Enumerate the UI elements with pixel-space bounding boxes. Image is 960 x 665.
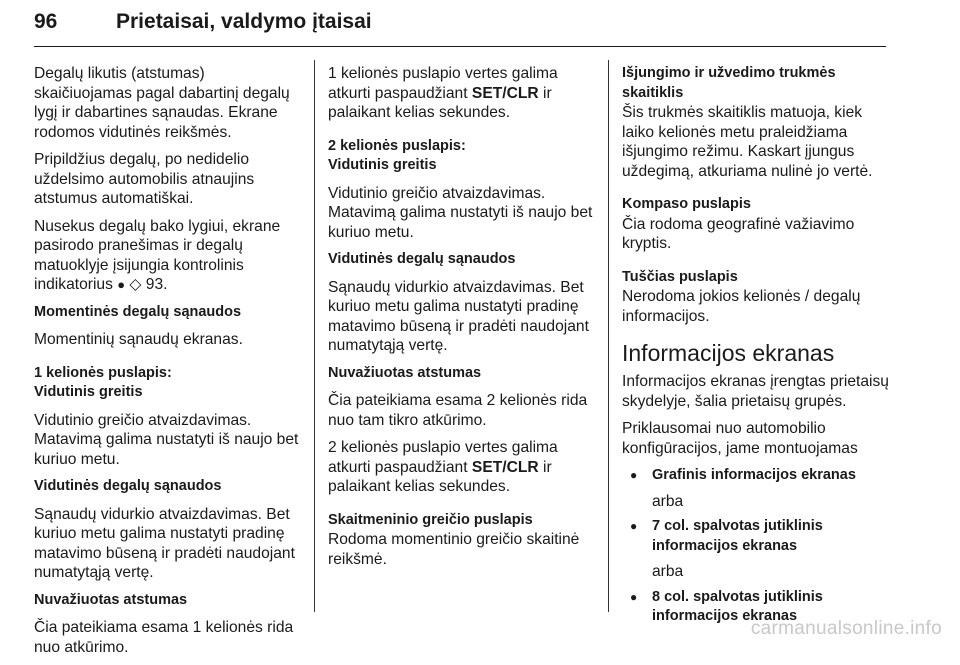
paragraph-text: 1 kelionės puslapio vertes galima atkurti paspaudžiant [328, 65, 558, 102]
column-1 [34, 64, 304, 665]
subheading: Nuvažiuotas atstumas [328, 364, 482, 381]
list-item: ● 7 col. spalvotas jutiklinis informacijos ekranas [622, 517, 892, 556]
watermark: carmanualsonline.info [750, 618, 942, 639]
paragraph: Degalų likutis (atstumas) skaičiuojamas pagal dabartinį degalų lygį ir dabartines sąnaudas. Ekrane rodomos vidutinės reikšmės. [34, 65, 290, 141]
column-2 [328, 64, 596, 577]
section-heading: Informacijos ekranas [622, 340, 835, 366]
paragraph: Čia pateikiama esama 1 kelionės rida nuo atkūrimo. [34, 619, 294, 656]
column-divider [608, 60, 609, 612]
page-header [34, 8, 886, 47]
paragraph: Momentinių sąnaudų ekranas. [34, 331, 243, 348]
page-reference: 93. [145, 276, 168, 293]
subheading: 2 kelionės puslapis: [328, 137, 466, 154]
button-name: SET/CLR [471, 84, 539, 102]
paragraph: Sąnaudų vidurkio atvaizdavimas. Bet kuriuo metu galima nustatyti pradinę matavimo būseną ir pradėti naudojant numatytąją vertę. [34, 505, 295, 581]
subheading: Tuščias puslapis [622, 268, 738, 285]
paragraph: Čia pateikiama esama 2 kelionės rida nuo tam tikro atkūrimo. [328, 392, 588, 429]
paragraph: Pripildžius degalų, po nedidelio uždelsimo automobilis atnaujins atstumus automatiškai. [34, 151, 255, 207]
list-item: ● Grafinis informacijos ekranas [622, 466, 892, 486]
list-connector: arba [652, 563, 684, 580]
paragraph: Čia rodoma geografinė važiavimo kryptis. [622, 215, 855, 252]
list-connector: arba [652, 492, 684, 510]
paragraph [328, 438, 596, 497]
page-ref-icon: ◇ [129, 276, 142, 293]
paragraph: Sąnaudų vidurkio atvaizdavimas. Bet kuriuo metu galima nustatyti pradinę matavimo būseną ir pradėti naudojant numatytąją vertę. [328, 278, 589, 354]
paragraph: Nerodoma jokios kelionės / degalų informacijos. [622, 288, 861, 325]
paragraph: Priklausomai nuo automobilio konfigūracijos, jame montuojamas [622, 420, 858, 457]
paragraph-text: ir palaikant kelias sekundes. [328, 458, 552, 495]
button-name: SET/CLR [471, 458, 539, 476]
paragraph-text: ir palaikant kelias sekundes. [328, 84, 552, 121]
paragraph [34, 217, 304, 295]
paragraph: Vidutinio greičio atvaizdavimas. Matavimą galima nustatyti iš naujo bet kuriuo metu. [328, 184, 593, 241]
list-item: ● 8 col. spalvotas jutiklinis informacijos ekranas [622, 588, 892, 627]
paragraph: Rodoma momentinio greičio skaitinė reikšmė. [328, 531, 580, 568]
subheading: Momentinės degalų sąnaudos [34, 303, 242, 320]
subheading: Išjungimo ir užvedimo trukmės skaitiklis [622, 65, 836, 101]
indicator-dot-icon: ● [117, 277, 126, 292]
paragraph-text: Nusekus degalų bako lygiui, ekrane pasirodo pranešimas ir degalų matuoklyje įsijungia kontrolinis indikatorius [34, 217, 281, 293]
paragraph: Šis trukmės skaitiklis matuoja, kiek laiko kelionės metu praleidžiama išjungimo režimu. Kaskart įjungus uždegimą, atkuriama nulinė jo vertė. [622, 104, 873, 180]
subheading: Skaitmeninio greičio puslapis [328, 511, 533, 528]
page-title: Prietaisai, valdymo įtaisai [116, 10, 372, 33]
column-divider [314, 60, 315, 612]
subheading: Nuvažiuotas atstumas [34, 591, 188, 608]
subheading: Kompaso puslapis [622, 196, 751, 212]
page-number: 96 [34, 10, 58, 33]
subheading: Vidutinės degalų sąnaudos [34, 478, 222, 494]
paragraph-text: 2 kelionės puslapio vertes galima atkurti paspaudžiant [328, 439, 558, 476]
paragraph: Vidutinio greičio atvaizdavimas. Matavimą galima nustatyti iš naujo bet kuriuo metu. [34, 411, 299, 468]
subheading: Vidutinis greitis [34, 384, 143, 400]
column-3 [622, 64, 892, 633]
paragraph: Informacijos ekranas įrengtas prietaisų skydelyje, šalia prietaisų grupės. [622, 373, 889, 410]
subheading: Vidutinės degalų sąnaudos [328, 251, 516, 267]
subheading: Vidutinis greitis [328, 157, 437, 173]
subheading: 1 kelionės puslapis: [34, 364, 172, 381]
paragraph [328, 64, 596, 123]
